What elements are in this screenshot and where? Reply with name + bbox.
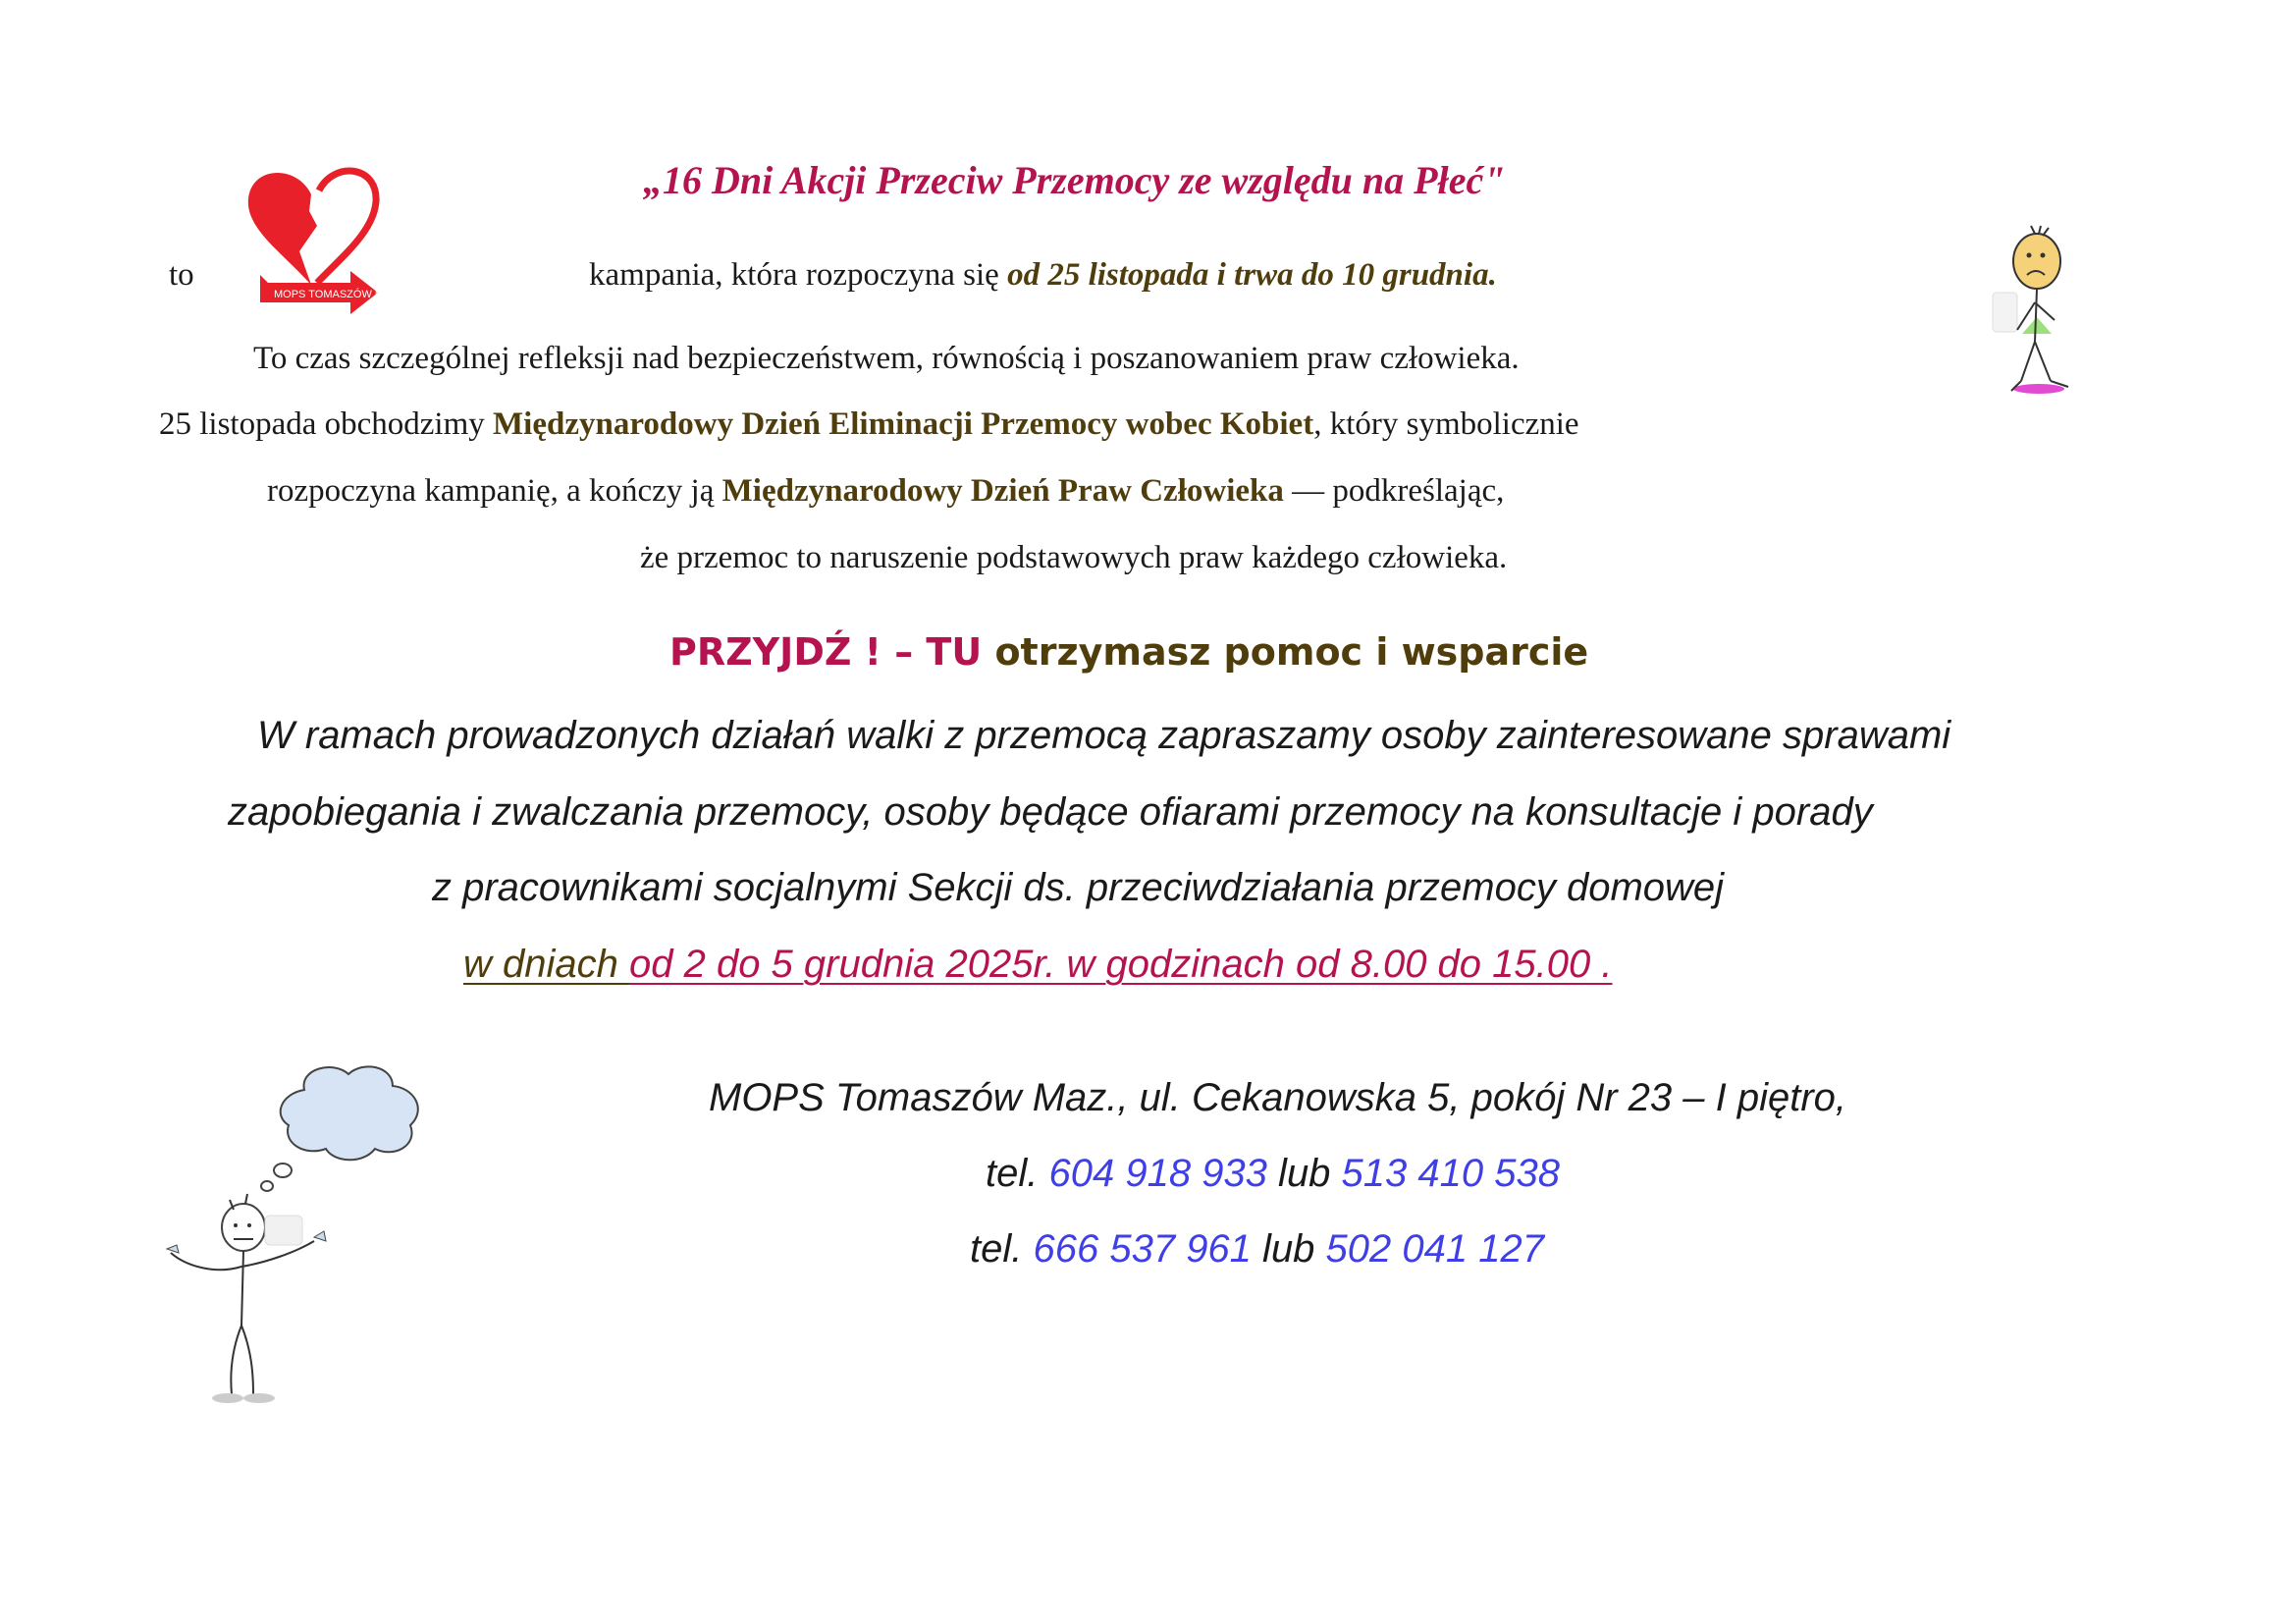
contact-address: MOPS Tomaszów Maz., ul. Cekanowska 5, pokój Nr 23 – I piętro, [709,1076,1847,1119]
callout-part-2: otrzymasz pomoc i wsparcie [982,630,1589,674]
campaign-text: kampania, która rozpoczyna się [589,257,1008,293]
phone-link[interactable]: 666 537 961 [1033,1227,1252,1271]
body-dates-line [463,943,1613,987]
campaign-dates: od 25 listopada i trwa do 10 grudnia. [1007,257,1497,293]
mops-logo [240,157,399,329]
contact-phones-1: tel. 604 918 933 lub 513 410 538 [986,1152,1560,1195]
campaign-line [589,257,1497,294]
intro-line-4: że przemoc to naruszenie podstawowych praw każdego człowieka. [640,540,1508,575]
body-line-3: z pracownikami socjalnymi Sekcji ds. przeciwdziałania przemocy domowej [432,866,1725,909]
body-line-1: W ramach prowadzonych działań walki z przemocą zapraszamy osoby zainteresowane sprawami [257,714,1951,757]
phone-link[interactable]: 502 041 127 [1325,1227,1544,1271]
logo-text: MOPS TOMASZÓW MAZ [274,289,399,300]
intro-line-2: 25 listopada obchodzimy Międzynarodowy Dzień Eliminacji Przemocy wobec Kobiet, który symbolicznie [159,406,1579,442]
intro-line-1: To czas szczególnej refleksji nad bezpieczeństwem, równością i poszanowaniem praw człowieka. [253,341,1520,376]
dates-value: od 2 do 5 grudnia 2025r. w godzinach od 8.00 do 15.00 . [628,943,1613,986]
body-line-2: zapobiegania i zwalczania przemocy, osoby będące ofiarami przemocy na konsultacje i porady [228,790,1873,834]
sad-figure [1978,224,2096,406]
phone-link[interactable]: 513 410 538 [1341,1152,1560,1195]
sad-stick-figure-icon [1978,224,2096,406]
intro-bold-1: Międzynarodowy Dzień Eliminacji Przemocy wobec Kobiet [493,406,1314,442]
contact-phones-2: tel. 666 537 961 lub 502 041 127 [970,1227,1544,1271]
dates-prefix: w dniach [463,943,629,986]
heart-arrow-logo-icon [240,157,399,329]
intro-line-3: rozpoczyna kampanię, a kończy ją Międzynarodowy Dzień Praw Człowieka — podkreślając, [267,473,1505,509]
to-word: to [169,257,194,293]
phone-link[interactable]: 604 918 933 [1048,1152,1267,1195]
thinking-figure [157,1060,442,1414]
intro-bold-2: Międzynarodowy Dzień Praw Człowieka [721,473,1284,509]
callout-part-1: PRZYJDŹ ! – TU [669,630,983,674]
page-title: „16 Dni Akcji Przeciw Przemocy ze względu na Płeć" [643,158,1506,202]
callout [669,630,1588,674]
thinking-stick-figure-icon [157,1060,442,1414]
